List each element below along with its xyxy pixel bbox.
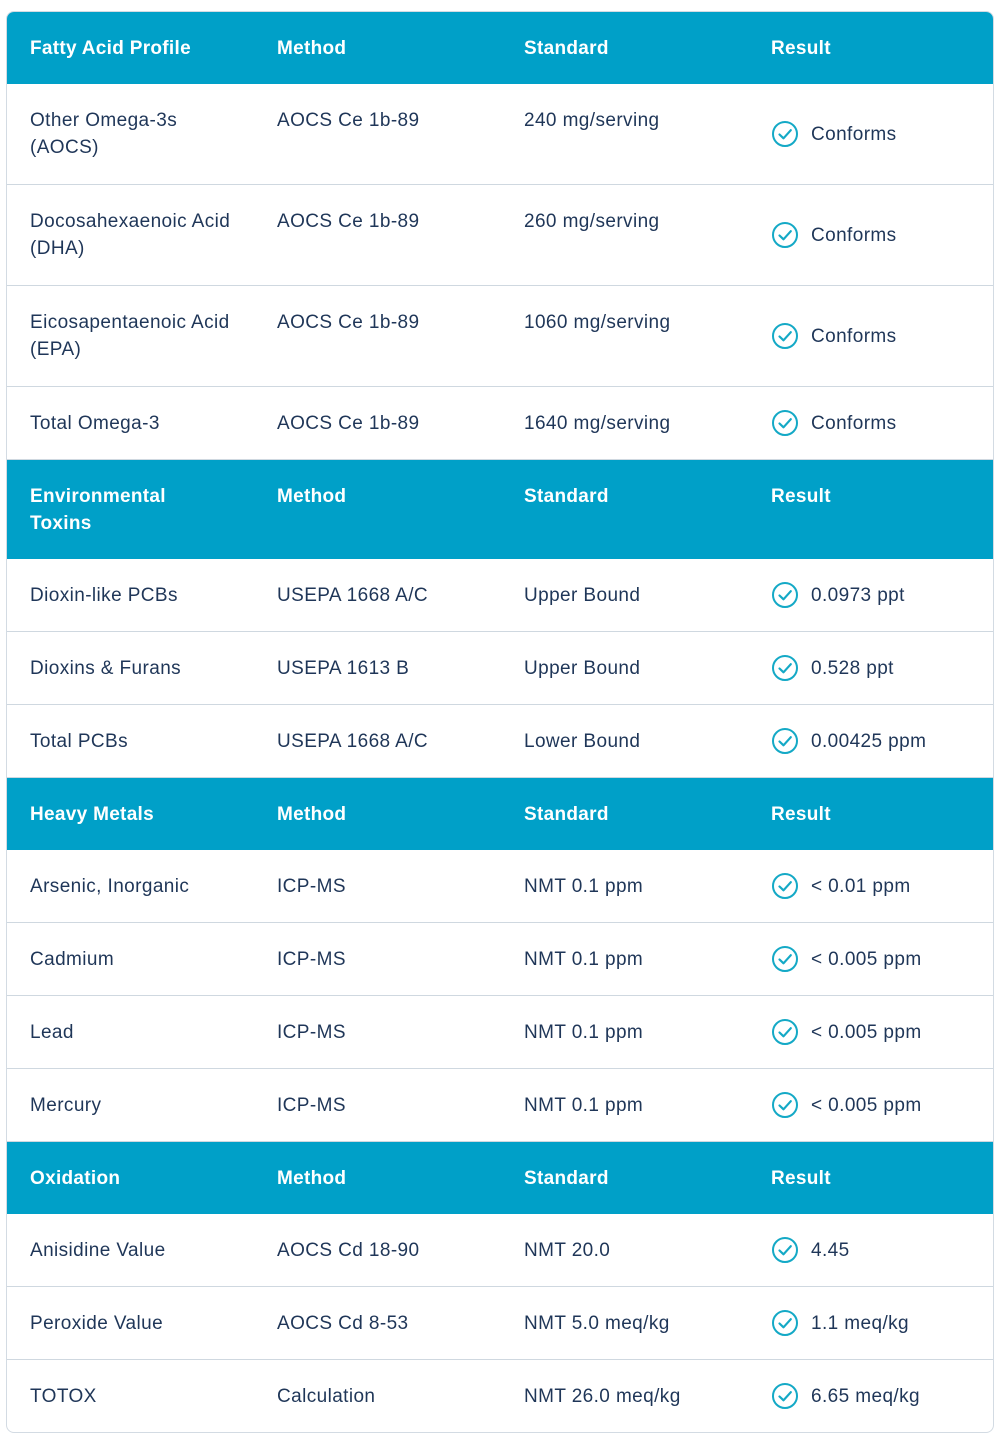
header-category: Heavy Metals [30, 804, 155, 825]
check-circle-icon [771, 1018, 799, 1046]
header-result: Result [771, 1168, 831, 1189]
check-circle-icon [771, 1309, 799, 1337]
check-circle-icon [771, 581, 799, 609]
test-result [748, 996, 994, 1068]
test-result [748, 1214, 994, 1286]
check-circle-icon [771, 409, 799, 437]
test-standard: Lower Bound [524, 731, 641, 752]
test-name: Docosahexaenoic Acid (DHA) [30, 211, 231, 259]
test-method: USEPA 1668 A/C [277, 585, 429, 606]
header-method: Method [277, 1168, 347, 1189]
test-standard: NMT 20.0 [524, 1240, 611, 1261]
table-row [7, 850, 993, 923]
table-row [7, 996, 993, 1069]
section-header-oxidation [7, 1142, 993, 1214]
test-result [748, 850, 994, 922]
test-name: Peroxide Value [30, 1313, 164, 1334]
header-method: Method [277, 38, 347, 59]
result-value: Conforms [811, 123, 897, 145]
test-standard: NMT 0.1 ppm [524, 1095, 644, 1116]
test-name: Arsenic, Inorganic [30, 876, 190, 897]
test-standard: Upper Bound [524, 658, 641, 679]
test-method: AOCS Ce 1b-89 [277, 312, 420, 333]
header-method: Method [277, 804, 347, 825]
result-value: < 0.005 ppm [811, 1021, 922, 1043]
test-standard: NMT 26.0 meq/kg [524, 1386, 681, 1407]
section-header-heavy-metals [7, 778, 993, 850]
header-method: Method [277, 486, 347, 507]
section-header-environmental-toxins [7, 460, 993, 559]
test-result [748, 923, 994, 995]
test-standard: NMT 0.1 ppm [524, 1022, 644, 1043]
table-row [7, 84, 993, 185]
header-standard: Standard [524, 804, 609, 825]
check-circle-icon [771, 945, 799, 973]
check-circle-icon [771, 1236, 799, 1264]
check-circle-icon [771, 727, 799, 755]
header-category: Fatty Acid Profile [30, 38, 191, 59]
header-category: Environmental Toxins [30, 486, 166, 534]
test-method: AOCS Ce 1b-89 [277, 413, 420, 434]
test-standard: NMT 5.0 meq/kg [524, 1313, 670, 1334]
test-name: Eicosapentaenoic Acid (EPA) [30, 312, 230, 360]
test-name: Lead [30, 1022, 74, 1043]
table-row [7, 185, 993, 286]
test-name: Cadmium [30, 949, 115, 970]
test-name: Dioxins & Furans [30, 658, 182, 679]
test-standard: 1640 mg/serving [524, 413, 671, 434]
test-standard: 1060 mg/serving [524, 312, 671, 333]
result-value: Conforms [811, 224, 897, 246]
result-value: 0.528 ppt [811, 657, 894, 679]
test-method: AOCS Ce 1b-89 [277, 211, 420, 232]
table-row [7, 705, 993, 778]
test-standard: Upper Bound [524, 585, 641, 606]
test-result [748, 632, 994, 704]
header-result: Result [771, 804, 831, 825]
test-name: Total Omega-3 [30, 413, 160, 434]
test-standard: NMT 0.1 ppm [524, 949, 644, 970]
result-value: 0.00425 ppm [811, 730, 927, 752]
test-method: ICP-MS [277, 1022, 346, 1043]
check-circle-icon [771, 221, 799, 249]
section-header-fatty-acid-profile [7, 12, 993, 84]
result-value: 6.65 meq/kg [811, 1385, 920, 1407]
test-result [748, 387, 994, 459]
check-circle-icon [771, 654, 799, 682]
test-result [748, 185, 994, 285]
test-standard: 260 mg/serving [524, 211, 660, 232]
check-circle-icon [771, 1091, 799, 1119]
table-row [7, 559, 993, 632]
test-method: AOCS Cd 18-90 [277, 1240, 420, 1261]
result-value: 0.0973 ppt [811, 584, 905, 606]
result-value: < 0.005 ppm [811, 1094, 922, 1116]
test-result [748, 1069, 994, 1141]
test-results-table [6, 11, 994, 1433]
test-name: Anisidine Value [30, 1240, 166, 1261]
test-result [748, 286, 994, 386]
test-result [748, 1287, 994, 1359]
test-result [748, 559, 994, 631]
check-circle-icon [771, 872, 799, 900]
header-standard: Standard [524, 486, 609, 507]
result-value: < 0.01 ppm [811, 875, 911, 897]
table-row [7, 1214, 993, 1287]
table-row [7, 1287, 993, 1360]
test-method: ICP-MS [277, 876, 346, 897]
result-value: Conforms [811, 325, 897, 347]
table-row [7, 1360, 993, 1432]
check-circle-icon [771, 120, 799, 148]
result-value: 1.1 meq/kg [811, 1312, 909, 1334]
test-name: Mercury [30, 1095, 102, 1116]
test-standard: NMT 0.1 ppm [524, 876, 644, 897]
test-method: USEPA 1668 A/C [277, 731, 429, 752]
test-name: Total PCBs [30, 731, 128, 752]
table-row [7, 632, 993, 705]
table-row [7, 387, 993, 460]
header-standard: Standard [524, 38, 609, 59]
header-result: Result [771, 486, 831, 507]
test-standard: 240 mg/serving [524, 110, 660, 131]
test-method: USEPA 1613 B [277, 658, 410, 679]
test-name: Other Omega-3s (AOCS) [30, 110, 178, 158]
table-row [7, 286, 993, 387]
test-method: AOCS Ce 1b-89 [277, 110, 420, 131]
header-category: Oxidation [30, 1168, 121, 1189]
header-standard: Standard [524, 1168, 609, 1189]
test-result [748, 705, 994, 777]
test-result [748, 1360, 994, 1432]
test-method: Calculation [277, 1386, 376, 1407]
result-value: 4.45 [811, 1239, 850, 1261]
test-method: ICP-MS [277, 949, 346, 970]
check-circle-icon [771, 1382, 799, 1410]
test-name: Dioxin-like PCBs [30, 585, 178, 606]
table-row [7, 1069, 993, 1142]
result-value: Conforms [811, 412, 897, 434]
test-name: TOTOX [30, 1386, 97, 1407]
result-value: < 0.005 ppm [811, 948, 922, 970]
test-result [748, 84, 994, 184]
header-result: Result [771, 38, 831, 59]
test-method: ICP-MS [277, 1095, 346, 1116]
check-circle-icon [771, 322, 799, 350]
table-row [7, 923, 993, 996]
test-method: AOCS Cd 8-53 [277, 1313, 409, 1334]
